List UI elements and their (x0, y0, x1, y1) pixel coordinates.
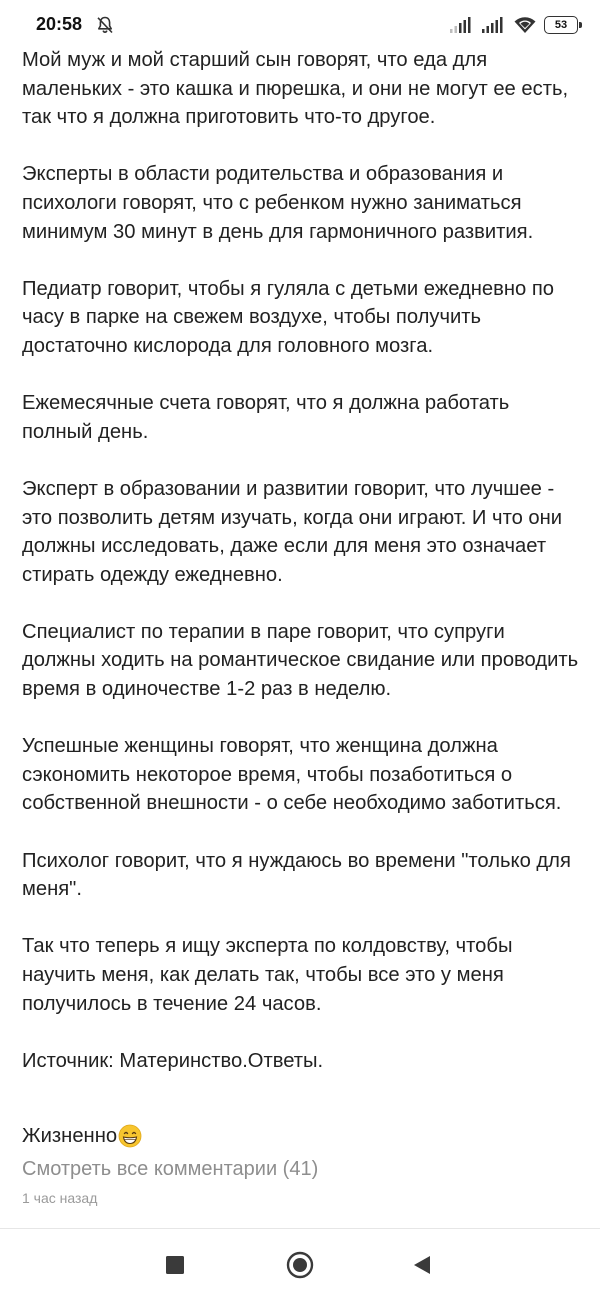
comment (22, 1122, 142, 1151)
post-paragraph: Педиатр говорит, чтобы я гуляла с детьми ежедневно по часу в парке на свежем воздухе, чтобы получить достаточно кислорода для головного мозга. (22, 277, 555, 357)
post-timestamp: 1 час назад (22, 1190, 98, 1206)
recents-button[interactable] (153, 1243, 197, 1287)
wifi-icon (514, 16, 536, 34)
recents-square-icon (166, 1256, 184, 1274)
grinning-face-emoji (118, 1124, 142, 1148)
back-button[interactable] (400, 1243, 444, 1287)
signal-icon (482, 16, 506, 34)
status-bar (0, 0, 600, 46)
back-triangle-icon (412, 1255, 432, 1275)
post-paragraph: Ежемесячные счета говорят, что я должна работать полный день. (22, 392, 510, 443)
home-circle-icon (286, 1251, 314, 1279)
comment-text: Жизненно (22, 1125, 118, 1147)
battery-icon (544, 16, 578, 34)
navigation-bar (0, 1228, 600, 1300)
post-paragraph: Источник: Материнство.Ответы. (22, 1049, 324, 1072)
post-body (22, 46, 582, 1075)
post-paragraph: Специалист по терапии в паре говорит, что супруги должны ходить на романтическое свидание или проводить время в одиночестве 1-2 раз в неделю. (22, 620, 579, 701)
signal-icon (450, 16, 474, 34)
battery-level: 53 (554, 19, 568, 31)
bell-muted-icon (95, 15, 115, 35)
post-paragraph: Психолог говорит, что я нуждаюсь во времени "только для меня". (22, 849, 571, 901)
post-paragraph: Эксперты в области родительства и образования и психологи говорят, что с ребенком нужно заниматься минимум 30 минут в день для гармоничного развития. (22, 163, 534, 243)
post-paragraph: Успешные женщины говорят, что женщина должна сэкономить некоторое время, чтобы позаботиться о собственной внешности - о себе необходимо заботиться. (22, 735, 562, 815)
post-paragraph: Так что теперь я ищу эксперта по колдовству, чтобы научить меня, как делать так, чтобы все это у меня получилось в течение 24 часов. (22, 935, 513, 1015)
home-button[interactable] (278, 1243, 322, 1287)
status-time: 20:58 (36, 14, 83, 34)
post-paragraph: Эксперт в образовании и развитии говорит, что лучшее - это позволить детям изучать, когда они играют. И что они должны исследовать, даже если для меня это означает стирать одежду ежедневно. (22, 477, 563, 586)
view-all-comments-link[interactable]: Смотреть все комментарии (41) (22, 1158, 319, 1180)
status-icons (450, 14, 578, 36)
post-paragraph: Мой муж и мой старший сын говорят, что еда для маленьких - это кашка и пюрешка, и они не могут ее есть, так что я должна приготовить что-то другое. (22, 49, 569, 129)
